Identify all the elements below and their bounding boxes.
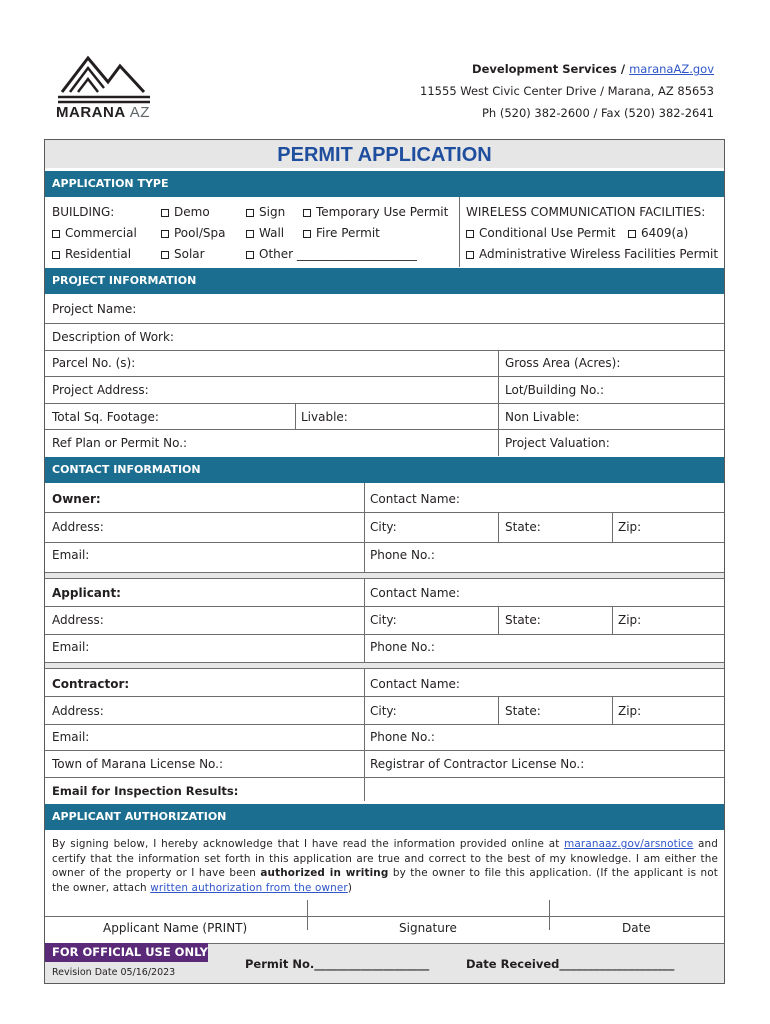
total-sqft-field[interactable]: Total Sq. Footage: [52,410,159,424]
registrar-license-field[interactable]: Registrar of Contractor License No.: [370,757,585,771]
col-divider [364,483,365,572]
date-field[interactable]: Date [622,921,651,935]
option-other[interactable]: Other ____________________ [246,247,417,261]
header-phone-fax: Ph (520) 382-2600 / Fax (520) 382-2641 [481,106,714,120]
logo-wordmark [56,104,150,121]
section-applicant-authorization: APPLICANT AUTHORIZATION [45,804,724,830]
row-divider [45,323,724,324]
row-divider [45,634,724,635]
permit-no-field[interactable]: Permit No.____________________ [245,957,430,971]
owner-label: Owner: [52,492,101,506]
permit-form [44,139,725,984]
inspection-email-field[interactable]: Email for Inspection Results: [52,784,239,798]
written-authorization-link[interactable]: written authorization from the owner [150,881,348,894]
option-fire-permit[interactable]: Fire Permit [303,226,380,240]
option-commercial[interactable]: Commercial [52,226,137,240]
owner-contact-name-field[interactable]: Contact Name: [370,492,460,506]
applicant-state-field[interactable]: State: [505,613,541,627]
applicant-zip-field[interactable]: Zip: [618,613,642,627]
option-pool-spa[interactable]: Pool/Spa [161,226,225,240]
applicant-address-field[interactable]: Address: [52,613,104,627]
contractor-address-field[interactable]: Address: [52,704,104,718]
checkbox-admin-wireless[interactable] [466,251,474,259]
non-livable-field[interactable]: Non Livable: [505,410,580,424]
header-org [472,62,714,76]
contractor-state-field[interactable]: State: [505,704,541,718]
checkbox-pool-spa[interactable] [161,230,169,238]
row-divider [45,606,724,607]
website-link[interactable]: maranaAZ.gov [629,62,714,76]
col-divider [498,512,499,542]
revision-date: Revision Date 05/16/2023 [52,967,176,978]
applicant-name-print-field[interactable]: Applicant Name (PRINT) [103,921,248,935]
contractor-email-field[interactable]: Email: [52,730,90,744]
wireless-label: WIRELESS COMMUNICATION FACILITIES: [466,205,706,219]
authorization-statement: By signing below, I hereby acknowledge that I have read the information provided online at maranaaz.gov/arsnotice and certify that the information set forth in this application are true and correct to the best of my knowledge. I am either the owner of the property or I have been authorized in writing by the owner to file this application. (If the applicant is not the owner, attach written authorization from the owner) [52,838,719,894]
checkbox-sign[interactable] [246,209,254,217]
owner-email-field[interactable]: Email: [52,548,90,562]
option-solar[interactable]: Solar [161,247,205,261]
row-divider [45,350,724,351]
option-admin-wireless[interactable]: Administrative Wireless Facilities Permit [466,247,718,261]
col-divider [498,350,499,456]
checkbox-fire-permit[interactable] [303,230,311,238]
row-divider [45,750,724,751]
checkbox-other[interactable] [246,251,254,259]
checkbox-wall[interactable] [246,230,254,238]
row-divider [45,696,724,697]
applicant-label: Applicant: [52,586,121,600]
signature-divider [307,900,308,930]
option-sign[interactable]: Sign [246,205,285,219]
ref-plan-field[interactable]: Ref Plan or Permit No.: [52,436,188,450]
row-divider [45,777,724,778]
applicant-contact-name-field[interactable]: Contact Name: [370,586,460,600]
arsnotice-link[interactable]: maranaaz.gov/arsnotice [564,838,694,850]
contractor-phone-field[interactable]: Phone No.: [370,730,435,744]
owner-address-field[interactable]: Address: [52,520,104,534]
owner-city-field[interactable]: City: [370,520,397,534]
marana-logo [56,52,152,104]
checkbox-solar[interactable] [161,251,169,259]
parcel-field[interactable]: Parcel No. (s): [52,356,136,370]
divider [459,197,460,267]
signature-line [45,916,724,917]
row-divider [45,668,724,669]
option-temporary-use[interactable]: Temporary Use Permit [303,205,448,219]
option-demo[interactable]: Demo [161,205,210,219]
option-6409a[interactable]: 6409(a) [628,226,688,240]
marana-license-field[interactable]: Town of Marana License No.: [52,757,224,771]
contractor-zip-field[interactable]: Zip: [618,704,642,718]
logo-suffix: AZ [129,104,150,121]
section-project-information: PROJECT INFORMATION [45,268,724,294]
date-received-field[interactable]: Date Received____________________ [466,957,675,971]
owner-state-field[interactable]: State: [505,520,541,534]
building-label: BUILDING: [52,205,115,219]
section-contact-information: CONTACT INFORMATION [45,457,724,483]
livable-field[interactable]: Livable: [301,410,348,424]
contractor-contact-name-field[interactable]: Contact Name: [370,677,460,691]
section-application-type: APPLICATION TYPE [45,171,724,197]
option-wall[interactable]: Wall [246,226,284,240]
header-address: 11555 West Civic Center Drive / Marana, AZ 85653 [420,84,714,98]
option-conditional-use[interactable]: Conditional Use Permit [466,226,616,240]
page-title: PERMIT APPLICATION [45,140,724,168]
checkbox-6409a[interactable] [628,230,636,238]
row-divider [45,724,724,725]
contractor-label: Contractor: [52,677,130,691]
project-name-field[interactable]: Project Name: [52,302,137,316]
col-divider [498,606,499,634]
row-divider [45,578,724,579]
applicant-city-field[interactable]: City: [370,613,397,627]
option-residential[interactable]: Residential [52,247,131,261]
signature-divider [549,900,550,930]
valuation-field[interactable]: Project Valuation: [505,436,610,450]
applicant-email-field[interactable]: Email: [52,640,90,654]
applicant-phone-field[interactable]: Phone No.: [370,640,435,654]
checkbox-residential[interactable] [52,251,60,259]
checkbox-commercial[interactable] [52,230,60,238]
row-divider [45,403,724,404]
row-divider [45,512,724,513]
official-use-heading: FOR OFFICIAL USE ONLY [45,943,208,962]
col-divider [364,668,365,801]
col-divider [364,578,365,662]
row-divider [45,542,724,543]
owner-zip-field[interactable]: Zip: [618,520,642,534]
checkbox-temporary-use[interactable] [303,209,311,217]
description-field[interactable]: Description of Work: [52,330,174,344]
col-divider [612,512,613,542]
owner-phone-field[interactable]: Phone No.: [370,548,435,562]
project-address-field[interactable]: Project Address: [52,383,149,397]
logo-name: MARANA [56,104,126,121]
col-divider [295,403,296,429]
gross-area-field[interactable]: Gross Area (Acres): [505,356,621,370]
org-name: Development Services / [472,62,630,76]
row-divider [45,376,724,377]
checkbox-conditional-use[interactable] [466,230,474,238]
col-divider [498,696,499,724]
checkbox-demo[interactable] [161,209,169,217]
contractor-city-field[interactable]: City: [370,704,397,718]
row-divider [45,429,724,430]
lot-building-field[interactable]: Lot/Building No.: [505,383,605,397]
signature-field[interactable]: Signature [399,921,457,935]
col-divider [612,696,613,724]
col-divider [612,606,613,634]
mountain-logo-icon [56,52,152,104]
